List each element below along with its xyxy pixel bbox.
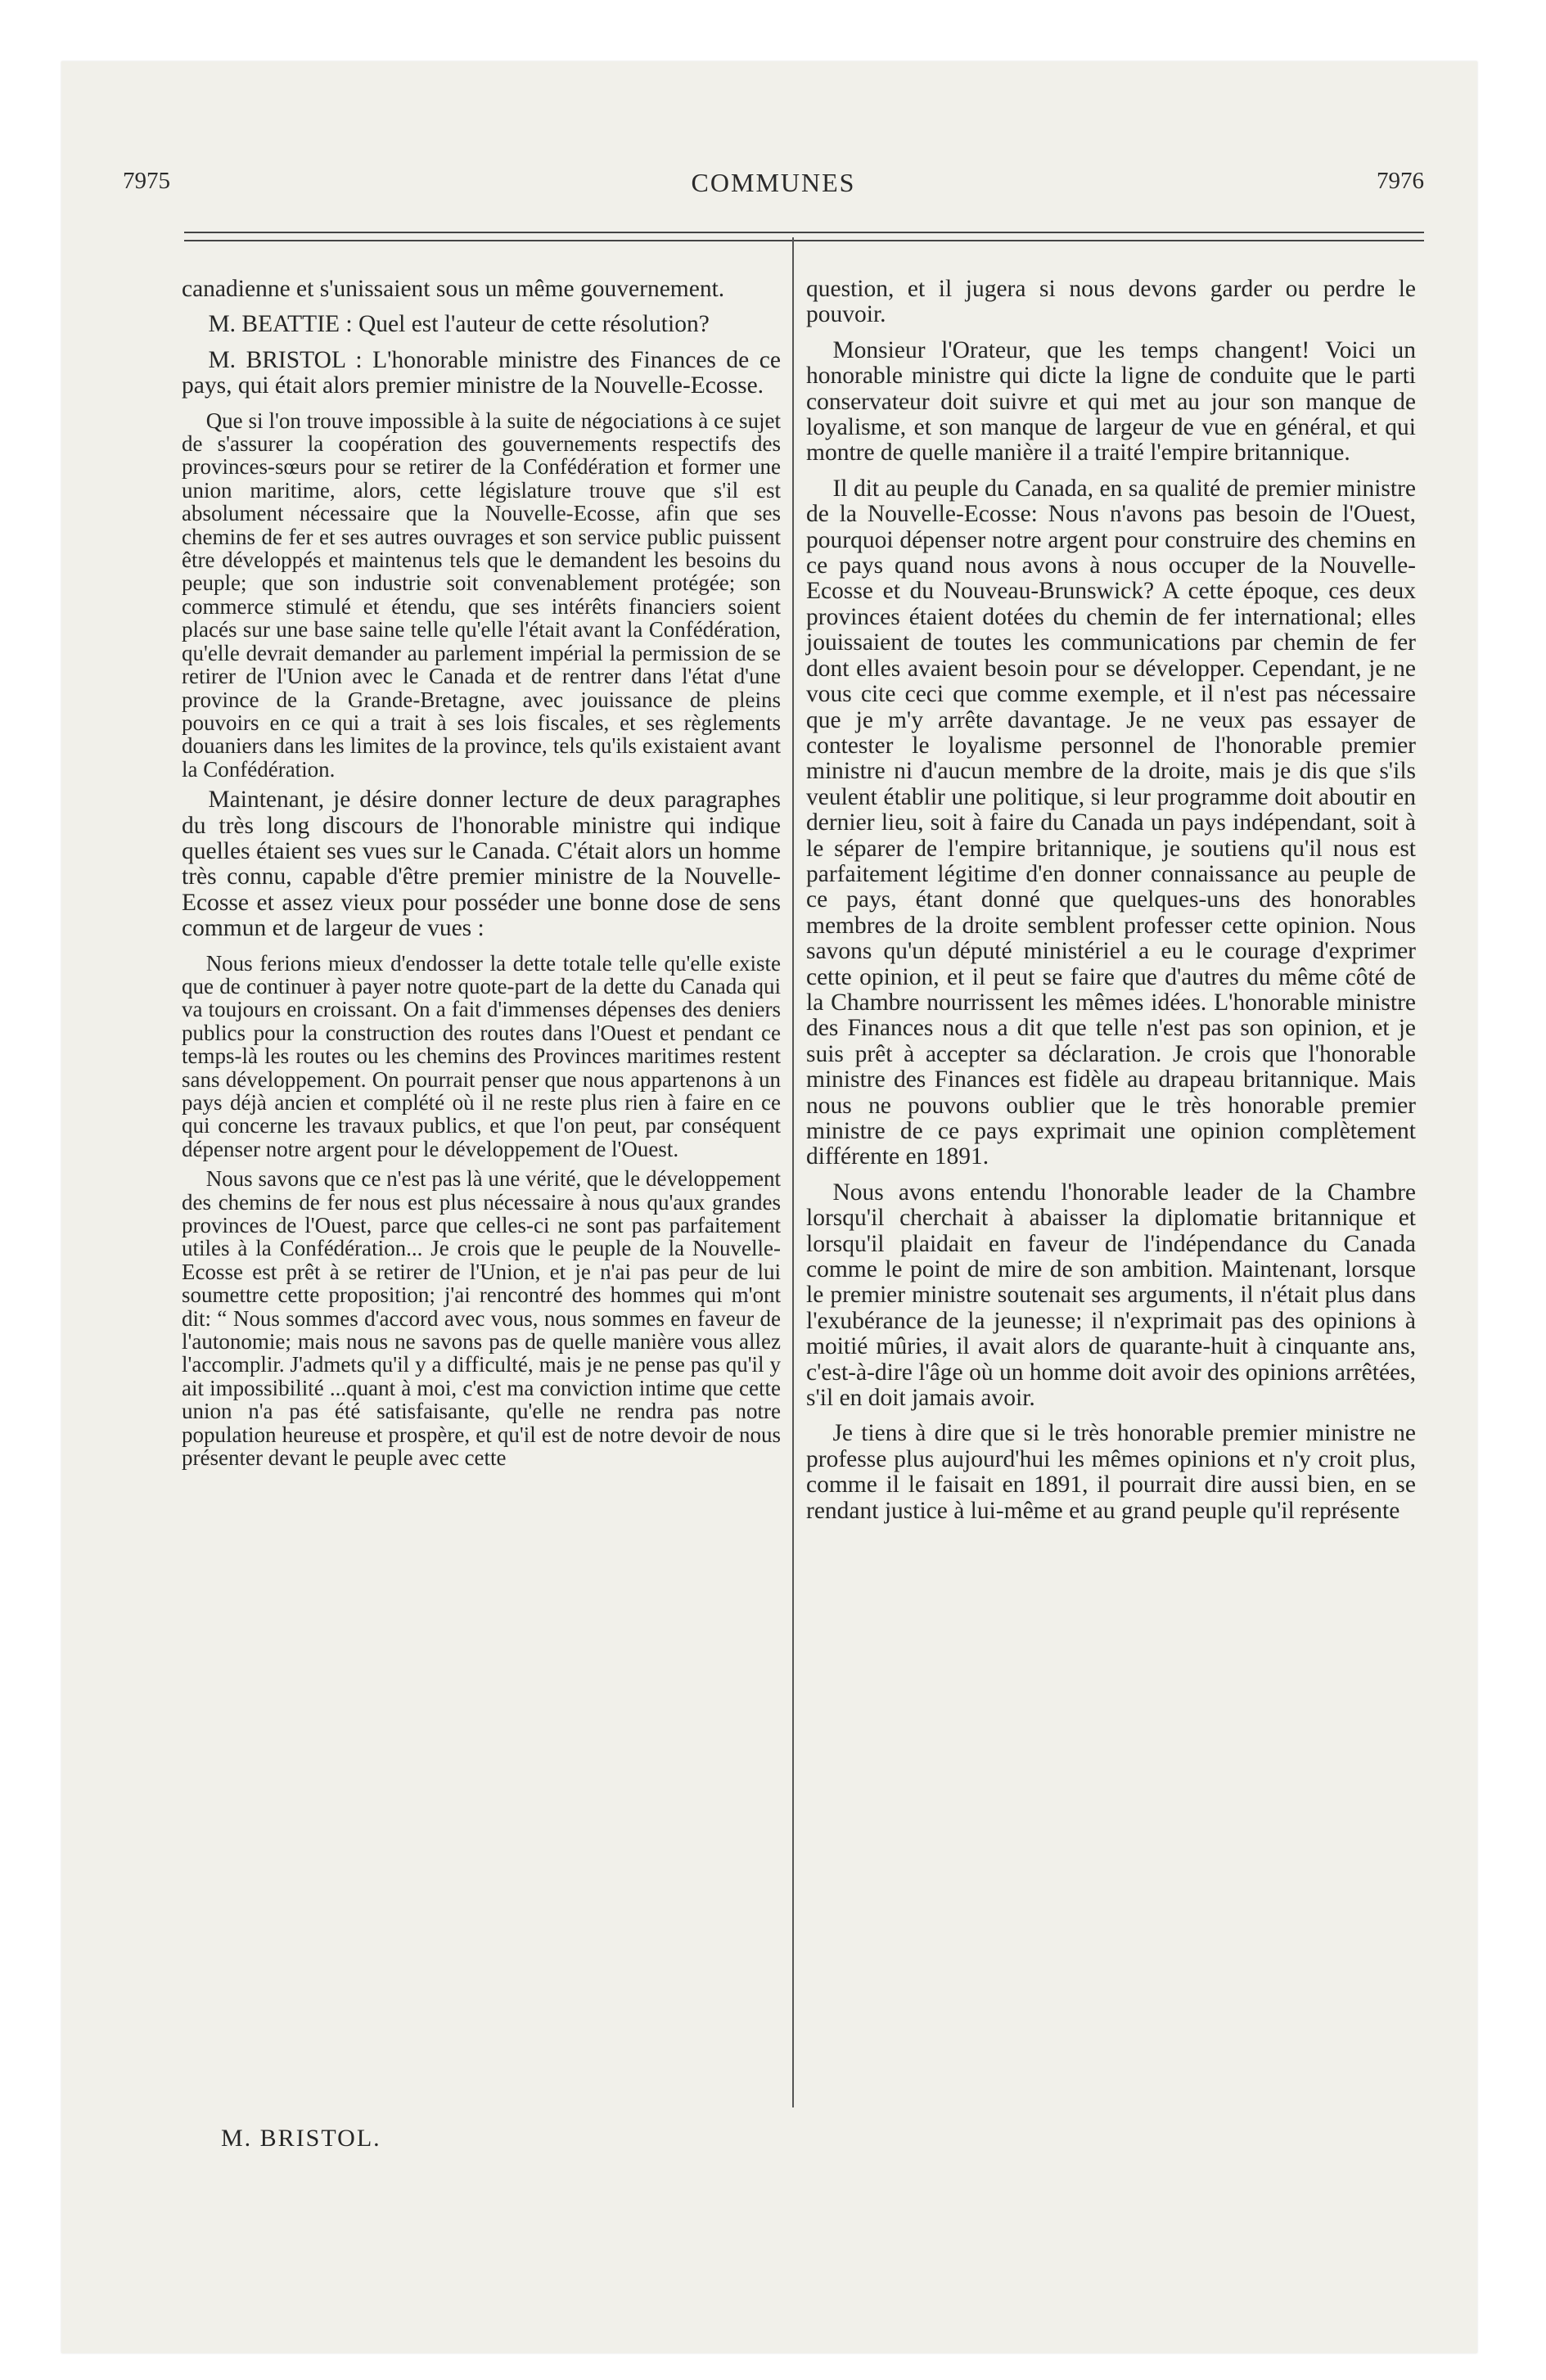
footer-speaker: M. BRISTOL. [221, 2125, 381, 2152]
right-column [806, 277, 1416, 1534]
right-paragraph-1: question, et il jugera si nous devons garder ou perdre le pouvoir. [806, 276, 1416, 328]
right-paragraph-3: Il dit au peuple du Canada, en sa qualité de premier ministre de la Nouvelle-Ecosse: Nous n'avons pas besoin de l'Ouest, pourquoi dépenser notre argent pour construire des chemins en ce pays quand nous avons à nous occuper de la Nouvelle-Ecosse et du Nouveau-Brunswick? A cette époque, ces deux provinces étaient dotées du chemin de fer international; elles jouissaient de toutes les communications par chemin de fer dont elles avaient besoin pour se développer. Cependant, je ne vous cite ceci que comme exemple, et il n'est pas nécessaire que je m'y arrête davantage. Je ne veux pas essayer de contester le loyalisme personnel de l'honorable premier ministre ni d'aucun membre de la droite, mais je dis que s'ils veulent établir une politique, si leur programme doit aboutir en dernier lieu, soit à faire du Canada un pays indépendant, soit à le séparer de l'empire britannique, je soutiens qu'il nous est parfaitement légitime d'en donner connaissance au peuple de ce pays, étant donné que quelques-uns des honorables membres de la droite semblent professer cette opinion. Nous savons qu'un député ministériel a eu le courage d'exprimer cette opinion, et il peut se faire que d'autres du même côté de la Chambre nourrissent les mêmes idées. L'honorable ministre des Finances nous a dit que telle n'est pas son opinion, et je suis prêt à accepter sa déclaration. Je crois que l'honorable ministre des Finances est fidèle au drapeau britannique. Mais nous ne pouvons oublier que le très honorable premier ministre de ce pays exprimait une opinion complètement différente en 1891. [806, 475, 1416, 1170]
left-paragraph-5: Maintenant, je désire donner lecture de deux paragraphes du très long discours de l'honorable ministre qui indique quelles étaient ses vues sur le Canada. C'était alors un homme très connu, capable d'être premier ministre de la Nouvelle-Ecosse et assez vieux pour posséder une bonne dose de sens commun et de largeur de vues : [182, 787, 781, 942]
header-rule-thick [184, 240, 1424, 241]
beattie-remark: Quel est l'auteur de cette résolution? [352, 311, 710, 338]
resolution-quote: Que si l'on trouve impossible à la suite de négociations à ce sujet de s'assurer la coopération des gouvernements respectifs des provinces-sœurs pour se retirer de la Confédération et former une union maritime, alors, cette législature trouve que s'il est absolument nécessaire que la Nouvelle-Ecosse, afin que ses chemins de fer et ses autres ouvrages et son service public puissent être développés et maintenus tels que le demandent les besoins du peuple; que son industrie soit convenablement protégée; son commerce stimulé et étendu, que ses intérêts financiers soient placés sur une base saine telle qu'elle l'était avant la Confédération, qu'elle devrait demander au parlement impérial la permission de se retirer de l'Union avec le Canada et de rentrer dans l'état d'une province de la Grande-Bretagne, avec jouissance de pleins pouvoirs en ce qui a trait à ses lois fiscales, et ses règlements douaniers dans les limites de la province, tels qu'ils existaient avant la Confédération. [182, 408, 781, 782]
speaker-beattie: M. BEATTIE : [208, 311, 353, 338]
speaker-bristol: M. BRISTOL : [208, 346, 363, 373]
right-paragraph-5: Je tiens à dire que si le très honorable premier ministre ne professe plus aujourd'hui les mêmes opinions et n'y croit plus, comme il le faisait en 1891, il pourrait dire aussi bien, en se rendant justice à lui-même et au grand peuple qu'il représente [806, 1420, 1416, 1524]
right-paragraph-2: Monsieur l'Orateur, que les temps changent! Voici un honorable ministre qui dicte la ligne de conduite que le parti conservateur doit suivre et qui met au jour son manque de loyalisme, et son manque de largeur de vue en général, et qui montre de quelle manière il a traité l'empire britannique. [806, 336, 1416, 467]
bristol-remark: L'honorable ministre des Finances de ce pays, qui était alors premier ministre de la Nouvelle-Ecosse. [182, 346, 781, 399]
left-paragraph-1: canadienne et s'unissaient sous un même gouvernement. [182, 276, 725, 302]
page-number-right: 7976 [1377, 168, 1424, 194]
speech-quote-2: Nous savons que ce n'est pas là une vérité, que le développement des chemins de fer nous est plus nécessaire à nous qu'aux grandes provinces de l'Ouest, parce que celles-ci ne sont pas parfaitement utiles à la Confédération... Je crois que le peuple de la Nouvelle-Ecosse est prêt à se retirer de l'Union, et je n'ai pas peur de lui soumettre cette proposition; j'ai rencontré des hommes qui m'ont dit: “ Nous sommes d'accord avec vous, nous sommes en faveur de l'autonomie; mais nous ne savons pas de quelle manière vous allez l'accomplir. J'admets qu'il y a difficulté, mais je ne pense pas qu'il y ait impossibilité ...quant à moi, c'est ma conviction intime que cette union n'a pas été satisfaisante, qu'elle ne rendra pas notre population heureuse et prospère, et qu'il est de notre devoir de nous présenter devant le peuple avec cette [182, 1166, 781, 1471]
column-divider [792, 237, 794, 2107]
page-header [123, 168, 1424, 209]
left-column [182, 277, 781, 1476]
right-paragraph-4: Nous avons entendu l'honorable leader de la Chambre lorsqu'il cherchait à abaisser la diplomatie britannique et lorsqu'il plaidait en faveur de l'indépendance du Canada comme le point de mire de son ambition. Maintenant, lorsque le premier ministre soutenait ses arguments, il n'était plus dans l'exubérance de la jeunesse; il n'exprimait pas des opinions à moitié mûries, il avait alors de quarante-huit à cinquante ans, c'est-à-dire l'âge où un homme doit avoir des opinions arrêtées, s'il en doit jamais avoir. [806, 1179, 1416, 1412]
speech-quote-1: Nous ferions mieux d'endosser la dette totale telle qu'elle existe que de continuer à payer notre quote-part de la dette du Canada qui va toujours en croissant. On a fait d'immenses dépenses des deniers publics pour la construction des routes dans l'Ouest et pendant ce temps-là les routes ou les chemins des Provinces maritimes restent sans développement. On pourrait penser que nous appartenons à un pays déjà ancien et complété où il ne reste plus rien à faire en ce qui concerne les travaux publics, et que l'on peut, par conséquent dépenser notre argent pour le développement de l'Ouest. [182, 950, 781, 1161]
header-rule-thin [184, 232, 1424, 233]
page-title: COMMUNES [691, 168, 856, 197]
page-number-left: 7975 [123, 168, 170, 194]
left-paragraph-2 [182, 312, 781, 337]
left-paragraph-3 [182, 348, 781, 399]
